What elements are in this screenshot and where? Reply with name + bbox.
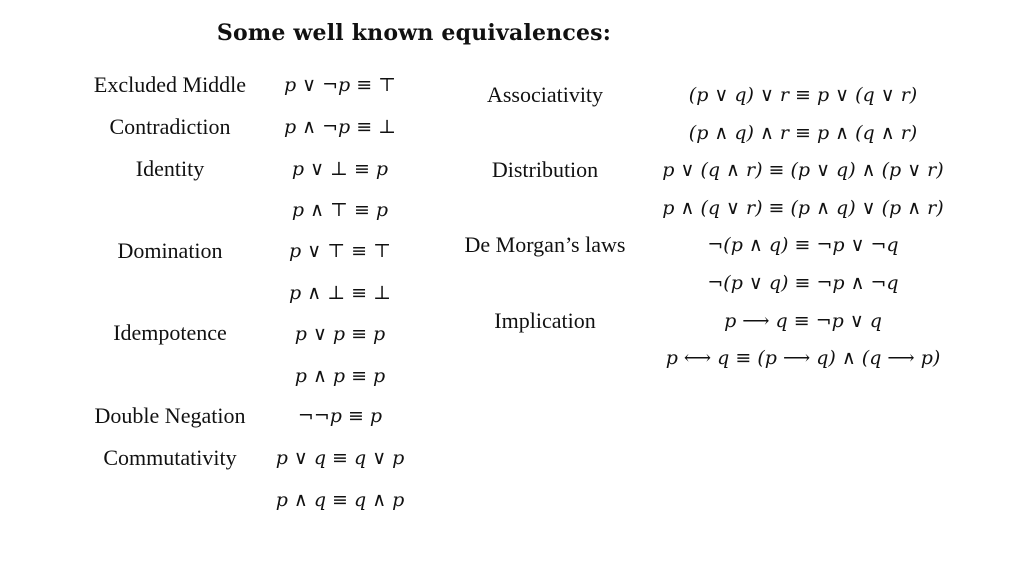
label-implication: Implication [494,308,596,333]
label-idempotence: Idempotence [113,320,227,345]
formula-contradiction: p ∧ ¬p ≡ ⊥ [283,116,397,138]
formula-idempotence-and: p ∧ p ≡ p [294,365,386,387]
label-distribution: Distribution [491,157,599,182]
formula-domination-and: p ∧ ⊥ ≡ ⊥ [289,282,391,304]
formula-excluded-middle: p ∨ ¬p ≡ ⊤ [283,74,397,96]
formula-implication: p ⟶ q ≡ ¬p ∨ q [724,310,882,332]
label-de-morgans-laws: De Morgan’s laws [464,232,626,257]
label-domination: Domination [117,238,223,263]
formula-associativity-or: (p ∨ q) ∨ r ≡ p ∨ (q ∨ r) [688,84,918,106]
formula-de-morgan-and: ¬(p ∧ q) ≡ ¬p ∨ ¬q [707,234,899,256]
formula-identity-or: p ∨ ⊥ ≡ p [291,158,389,180]
formula-domination-or: p ∨ ⊤ ≡ ⊤ [289,240,391,262]
formula-distribution-and: p ∧ (q ∨ r) ≡ (p ∧ q) ∨ (p ∧ r) [662,197,944,219]
formula-commutativity-or: p ∨ q ≡ q ∨ p [275,447,405,469]
label-excluded-middle: Excluded Middle [93,72,247,97]
page-title: Some well known equivalences: [216,20,612,46]
formula-idempotence-or: p ∨ p ≡ p [294,323,386,345]
formula-double-negation: ¬¬p ≡ p [297,405,383,427]
label-commutativity: Commutativity [103,445,237,470]
formula-biconditional: p ⟷ q ≡ (p ⟶ q) ∧ (q ⟶ p) [665,347,941,369]
label-contradiction: Contradiction [109,114,231,139]
label-double-negation: Double Negation [94,403,246,428]
formula-de-morgan-or: ¬(p ∨ q) ≡ ¬p ∧ ¬q [707,272,899,294]
formula-associativity-and: (p ∧ q) ∧ r ≡ p ∧ (q ∧ r) [688,122,918,144]
label-associativity: Associativity [486,82,604,107]
formula-distribution-or: p ∨ (q ∧ r) ≡ (p ∨ q) ∧ (p ∨ r) [662,159,944,181]
formula-commutativity-and: p ∧ q ≡ q ∧ p [275,489,405,511]
formula-identity-and: p ∧ ⊤ ≡ p [291,199,389,221]
label-identity: Identity [135,156,205,181]
